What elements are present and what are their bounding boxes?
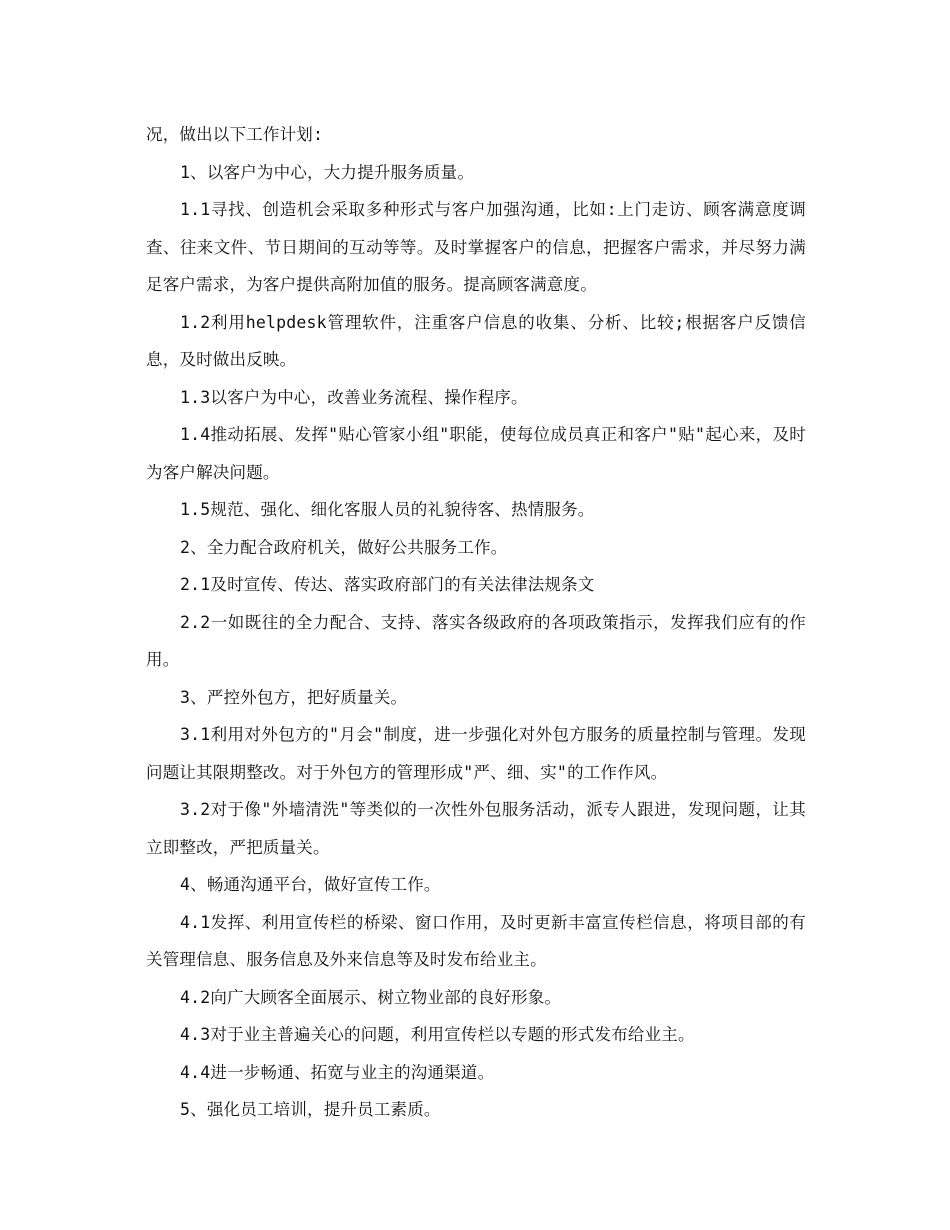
paragraph-intro: 况，做出以下工作计划: — [146, 125, 324, 144]
heading-section-1: 1、以客户为中心，大力提升服务质量。 — [180, 162, 475, 182]
heading-section-4: 4、畅通沟通平台，做好宣传工作。 — [180, 875, 441, 894]
paragraph-4-2: 4.2向广大顾客全面展示、树立物业部的良好形象。 — [180, 987, 562, 1007]
paragraph-1-4: 1.4推动拓展、发挥"贴心管家小组"职能，使每位成员真正和客户"贴"起心来，及时为客户解决问题。 — [146, 425, 806, 482]
paragraph-3-1: 3.1利用对外包方的"月会"制度，进一步强化对外包方服务的质量控制与管理。发现问题让其限期整改。对于外包方的管理形成"严、细、实"的工作作风。 — [146, 725, 806, 782]
paragraph-3-2: 3.2对于像"外墙清洗"等类似的一次性外包服务活动，派专人跟进，发现问题，让其立即整改，严把质量关。 — [146, 800, 806, 857]
heading-section-3: 3、严控外包方，把好质量关。 — [180, 687, 408, 707]
paragraph-1-1: 1.1寻找、创造机会采取多种形式与客户加强沟通，比如:上门走访、顾客满意度调查、往来文件、节日期间的互动等等。及时掌握客户的信息，把握客户需求，并尽努力满足客户需求，为客户提供高附加值的服务。提高顾客满意度。 — [146, 200, 806, 294]
heading-section-5: 5、强化员工培训，提升员工素质。 — [180, 1100, 441, 1119]
heading-section-2: 2、全力配合政府机关，做好公共服务工作。 — [180, 537, 508, 557]
paragraph-1-3: 1.3以客户为中心，改善业务流程、操作程序。 — [180, 387, 528, 407]
paragraph-4-1: 4.1发挥、利用宣传栏的桥梁、窗口作用，及时更新丰富宣传栏信息，将项目部的有关管理信息、服务信息及外来信息等及时发布给业主。 — [146, 912, 806, 969]
paragraph-4-3: 4.3对于业主普遍关心的问题，利用宣传栏以专题的形式发布给业主。 — [180, 1025, 695, 1044]
paragraph-4-4: 4.4进一步畅通、拓宽与业主的沟通渠道。 — [180, 1062, 495, 1082]
paragraph-1-5: 1.5规范、强化、细化客服人员的礼貌待客、热情服务。 — [180, 500, 595, 519]
document-body — [146, 116, 806, 1129]
paragraph-2-1: 2.1及时宣传、传达、落实政府部门的有关法律法规条文 — [180, 575, 595, 594]
paragraph-1-2: 1.2利用helpdesk管理软件，注重客户信息的收集、分析、比较;根据客户反馈信息，及时做出反映。 — [146, 312, 806, 369]
paragraph-2-2: 2.2一如既往的全力配合、支持、落实各级政府的各项政策指示，发挥我们应有的作用。 — [146, 612, 806, 669]
